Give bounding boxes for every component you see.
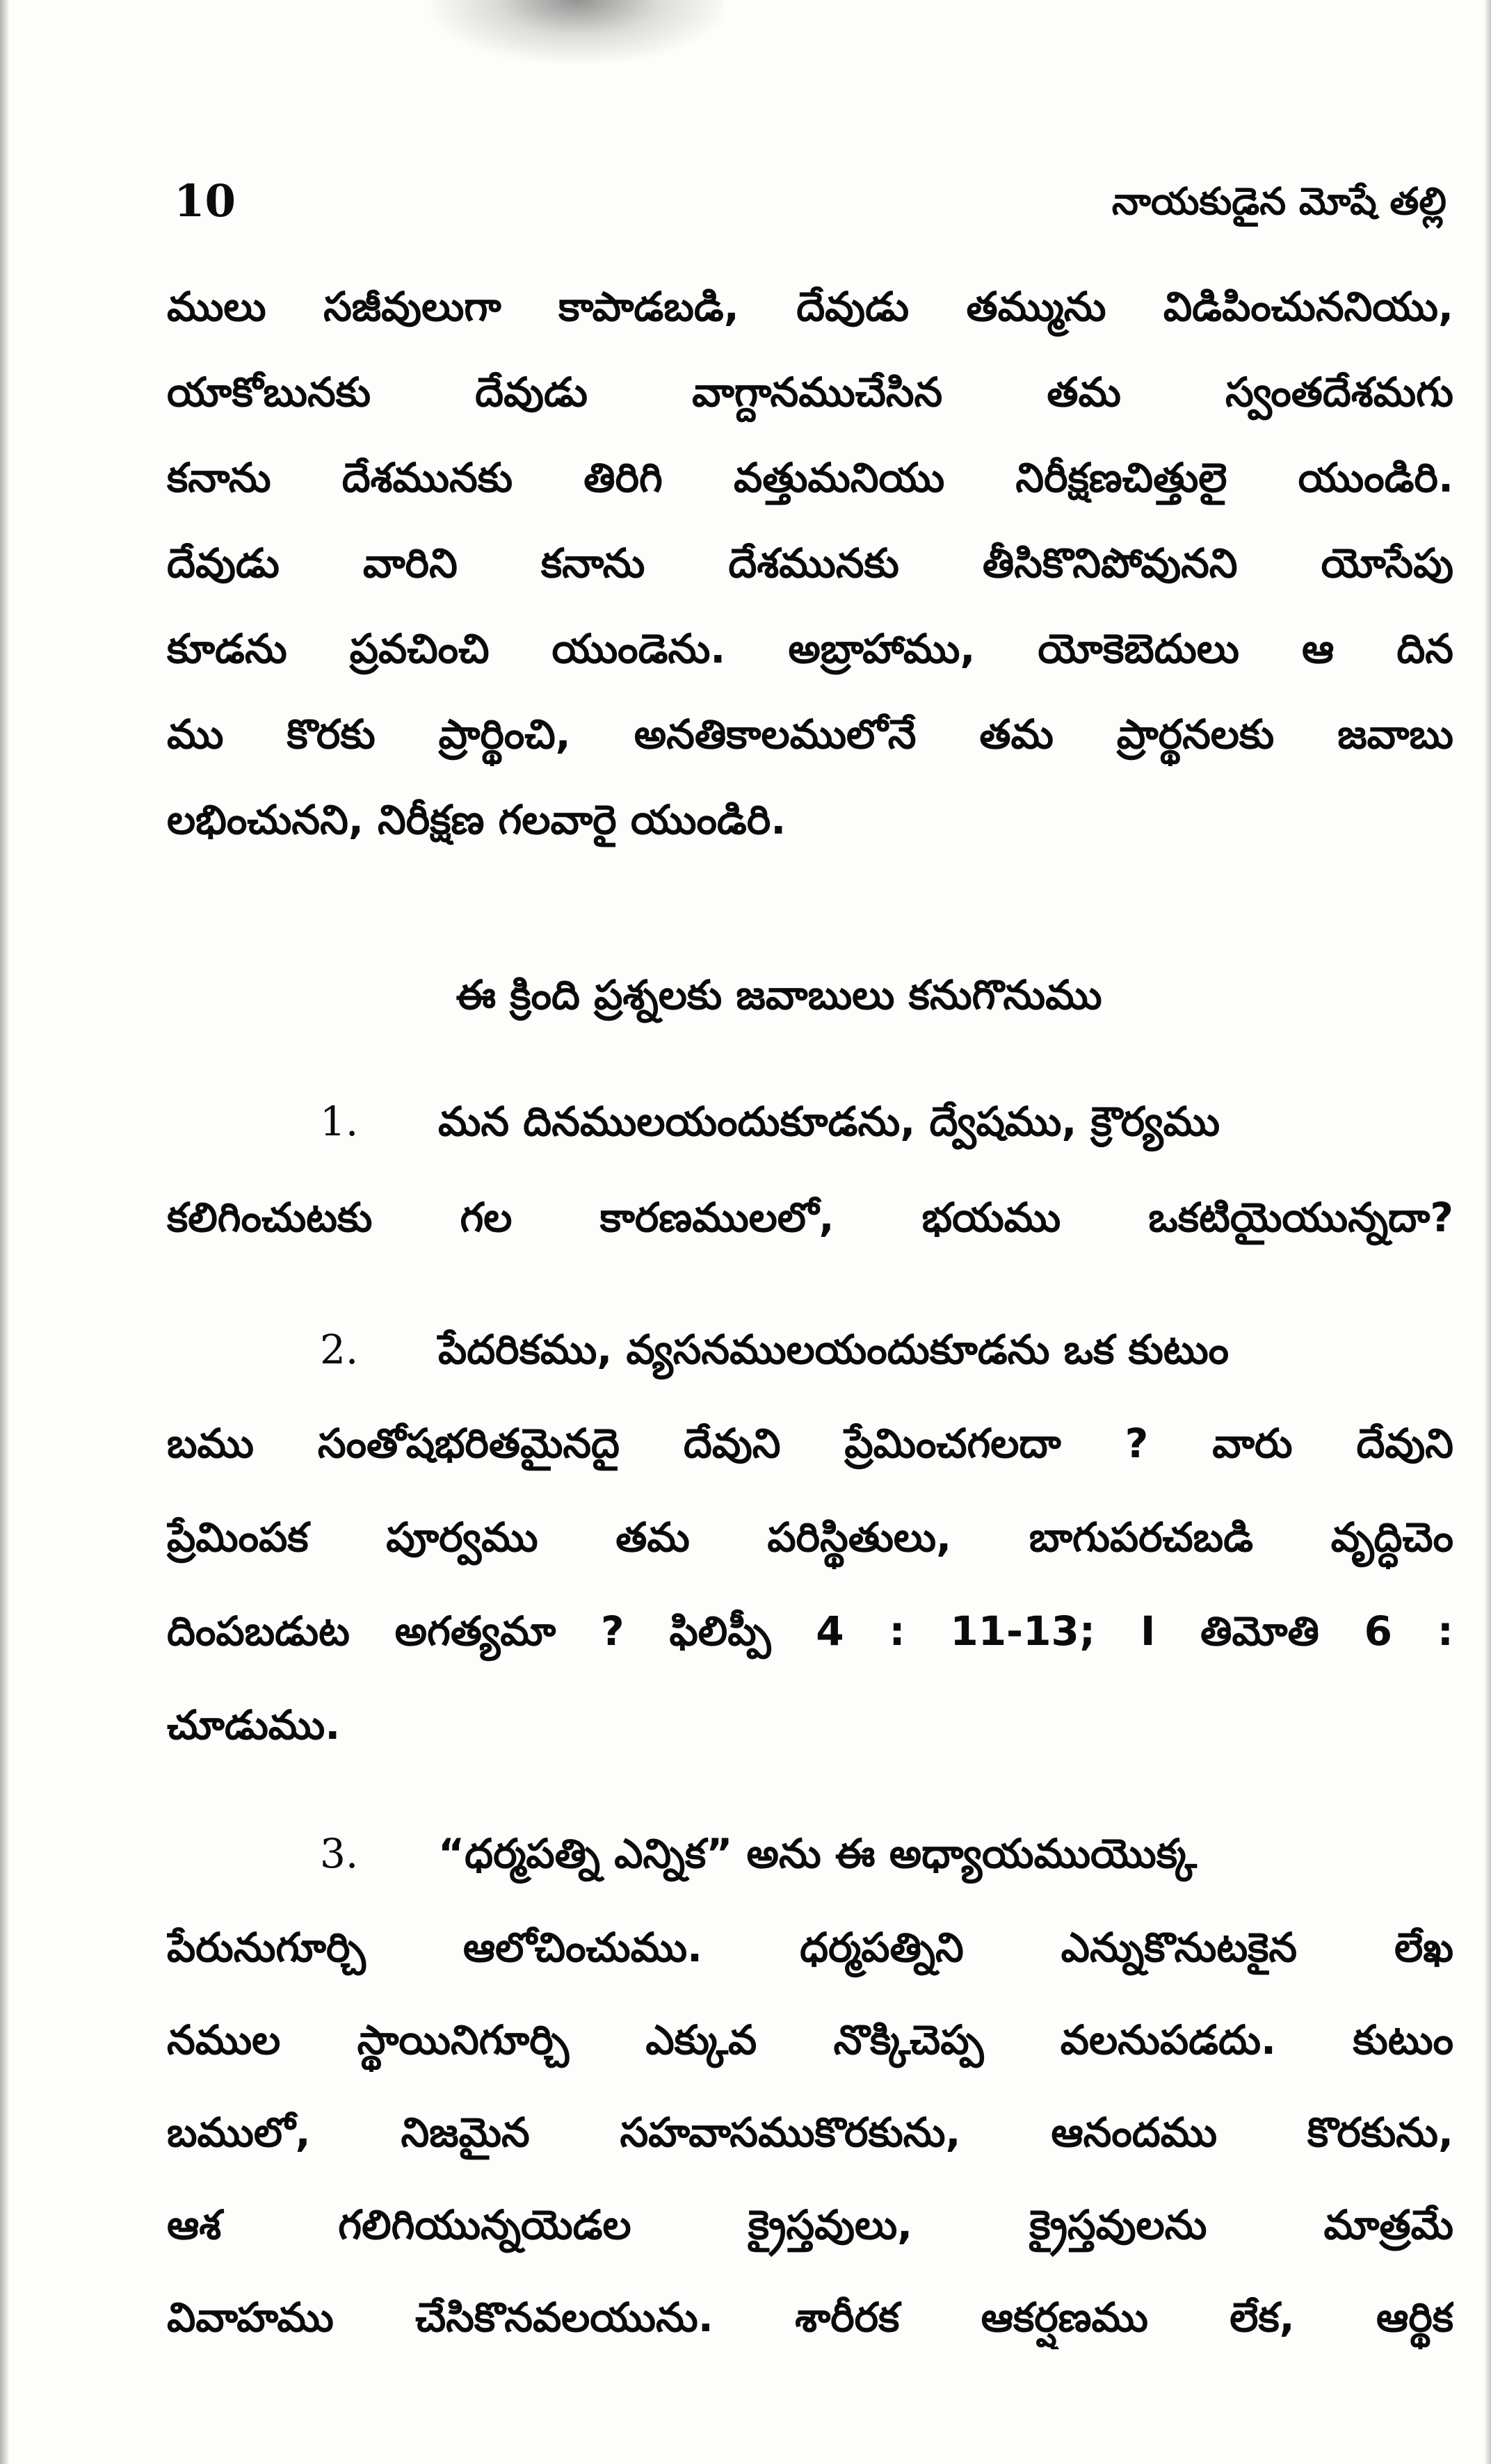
scan-right-edge — [1484, 0, 1491, 2464]
question-3-first-line — [320, 1822, 1453, 1886]
question-line: బము సంతోషభరితమైనదై దేవుని ప్రేమించగలదా ? వారు దేవుని — [167, 1420, 1453, 1467]
question-line: చూడుము. — [167, 1701, 341, 1749]
question-line: వివాహము చేసికొనవలయును. శారీరక ఆకర్షణము లేక, ఆర్థిక — [167, 2294, 1453, 2341]
question-text: పేదరికము, వ్యసనములయందుకూడను ఒక కుటుం — [438, 1326, 1230, 1373]
question-2-first-line — [320, 1318, 1453, 1381]
paragraph-line: కనాను దేశమునకు తిరిగి వత్తుమనియు నిరీక్షణచిత్తులై యుండిరి. — [167, 454, 1453, 501]
paragraph-line: లభించునని, నిరీక్షణ గలవారై యుండిరి. — [167, 796, 787, 843]
question-number: 2. — [320, 1326, 359, 1373]
question-line: నముల స్థాయినిగూర్చి ఎక్కువ నొక్కిచెప్ప వలనుపడదు. కుటుం — [167, 2016, 1453, 2064]
question-line: ప్రేమింపక పూర్వము తమ పరిస్థితులు, బాగుపరచబడి వృద్ధిచెం — [167, 1514, 1453, 1561]
running-title: నాయకుడైన మోషే తల్లి — [1111, 179, 1446, 223]
scan-smudge — [431, 0, 723, 63]
question-1-first-line — [320, 1089, 1453, 1153]
page-number: 10 — [174, 175, 236, 227]
paragraph-line: ము కొరకు ప్రార్థించి, అనతికాలములోనే తమ ప్రార్థనలకు జవాబు — [167, 711, 1453, 758]
question-line: ఆశ గలిగియున్నయెడల క్రైస్తవులు, క్రైస్తవులను మాత్రమే — [167, 2201, 1453, 2248]
question-line: కలిగించుటకు గల కారణములలో, భయము ఒకటియైయున్నదా? — [167, 1194, 1453, 1241]
question-number: 1. — [320, 1098, 359, 1145]
question-text: మన దినములయందుకూడను, ద్వేషము, క్రౌర్యము — [438, 1098, 1220, 1145]
question-line: పేరునుగూర్చి ఆలోచించుము. ధర్మపత్నిని ఎన్నుకొనుటకైన లేఖ — [167, 1924, 1453, 1971]
scan-left-edge — [0, 0, 10, 2464]
paragraph-line: యాకోబునకు దేవుడు వాగ్దానముచేసిన తమ స్వంతదేశమగు — [167, 368, 1453, 416]
paragraph-line: ములు సజీవులుగా కాపాడబడి, దేవుడు తమ్మును విడిపించుననియు, — [167, 283, 1453, 330]
question-number: 3. — [320, 1830, 359, 1877]
paragraph-line: కూడను ప్రవచించి యుండెను. అబ్రాహాము, యోకెబెదులు ఆ దిన — [167, 625, 1453, 672]
paragraph-line: దేవుడు వారిని కనాను దేశమునకు తీసికొనిపోవునని యోసేపు — [167, 540, 1453, 587]
page-header — [174, 170, 1446, 233]
questions-heading: ఈ క్రింది ప్రశ్నలకు జవాబులు కనుగొనుము — [456, 971, 1102, 1019]
question-line: దింపబడుట అగత్యమా ? ఫిలిప్పీ 4 : 11-13; I తిమోతి 6 : — [167, 1607, 1453, 1655]
question-text: “ధర్మపత్ని ఎన్నిక” అను ఈ అధ్యాయముయొక్క — [438, 1830, 1197, 1877]
question-line: బములో, నిజమైన సహవాసముకొరకును, ఆనందము కొరకును, — [167, 2109, 1453, 2156]
